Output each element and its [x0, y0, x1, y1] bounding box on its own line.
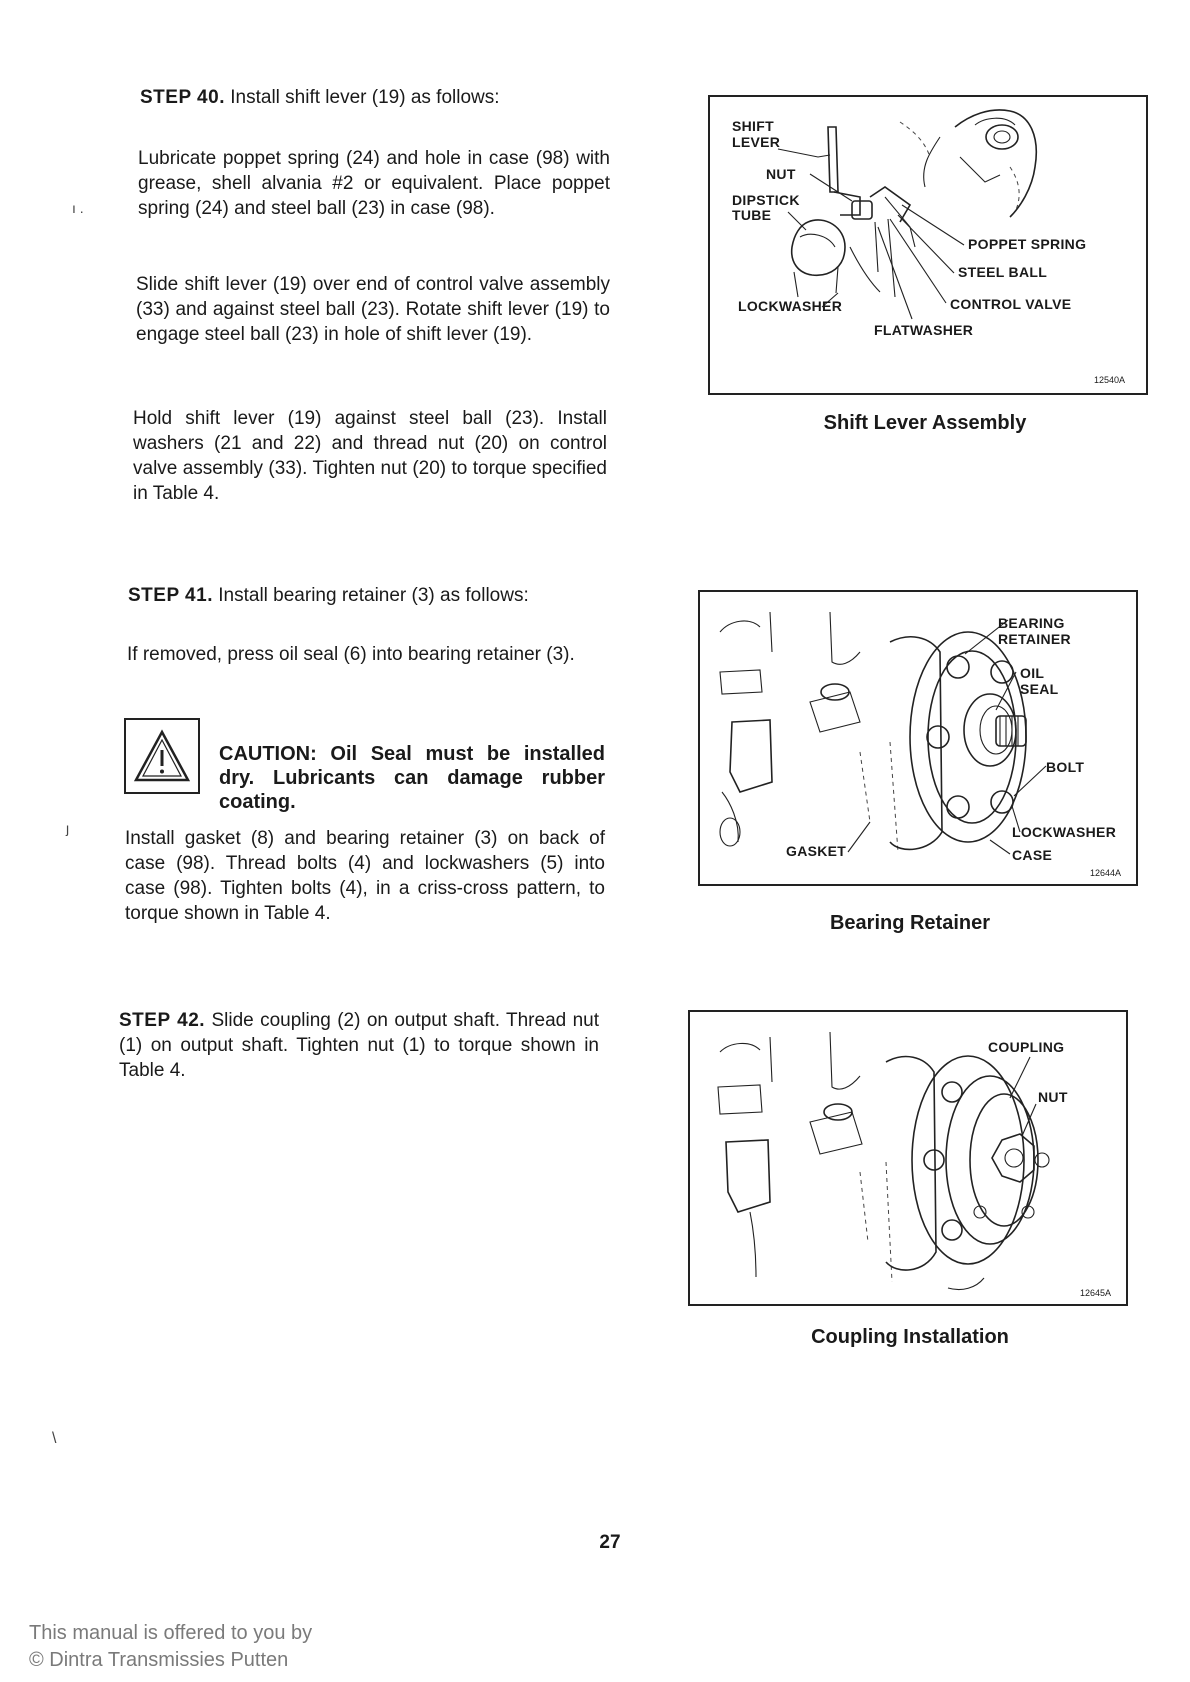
caution-box: [124, 718, 200, 794]
figure-number: 12645A: [1080, 1288, 1112, 1298]
step-42-paragraph: [119, 1008, 599, 1083]
page-number: 27: [599, 1532, 621, 1553]
shift-lever-illustration: [710, 97, 1146, 393]
label-case: CASE: [1012, 847, 1053, 863]
label-poppet-spring: POPPET SPRING: [968, 236, 1087, 252]
label-shift: SHIFT: [732, 118, 774, 134]
label-lever: LEVER: [732, 134, 781, 150]
margin-mark: ı .: [72, 200, 84, 216]
label-bolt: BOLT: [1046, 759, 1085, 775]
caption-coupling: Coupling Installation: [811, 1326, 1009, 1348]
footer-line-2: © Dintra Transmissies Putten: [29, 1649, 289, 1671]
label-nut: NUT: [1038, 1089, 1068, 1105]
step-41-heading: [128, 583, 608, 608]
label-tube: TUBE: [732, 207, 772, 223]
label-retainer: RETAINER: [998, 631, 1071, 647]
step-40-intro: Install shift lever (19) as follows:: [230, 87, 500, 108]
step-40-paragraph-1: Lubricate poppet spring (24) and hole in case (98) with grease, shell alvania #2 or equivalent. Place poppet spring (24) and steel ball (23) in case (98).: [138, 148, 610, 219]
label-steel-ball: STEEL BALL: [958, 264, 1048, 280]
step-41-paragraph-2: Install gasket (8) and bearing retainer (3) on back of case (98). Thread bolts (4) and lockwashers (5) into case (98). Tighten bolts (4), in a criss-cross pattern, to torque shown in Table 4.: [125, 828, 605, 924]
label-control-valve: CONTROL VALVE: [950, 296, 1072, 312]
step-41-paragraph-1: If removed, press oil seal (6) into bearing retainer (3).: [127, 644, 575, 665]
label-seal: SEAL: [1020, 681, 1059, 697]
step-40-paragraph-2: Slide shift lever (19) over end of control valve assembly (33) and against steel ball (23). Rotate shift lever (19) to engage steel ball (23) in hole of shift lever (19).: [136, 274, 610, 345]
bearing-retainer-illustration: [700, 592, 1136, 884]
margin-mark: \: [52, 1430, 57, 1447]
label-nut: NUT: [766, 166, 796, 182]
figure-number: 12644A: [1090, 868, 1122, 878]
label-coupling: COUPLING: [988, 1039, 1065, 1055]
step-41-label: STEP 41.: [128, 585, 213, 606]
margin-mark: ȷ: [66, 820, 70, 836]
step-42-text: Slide coupling (2) on output shaft. Thread nut (1) on output shaft. Tighten nut (1) to torque shown in Table 4.: [119, 1010, 599, 1081]
step-40-paragraph-3: Hold shift lever (19) against steel ball (23). Install washers (21 and 22) and thread nut (20) on control valve assembly (33). Tighten nut (20) to torque specified in Table 4.: [133, 408, 607, 504]
figure-number: 12540A: [1094, 375, 1126, 385]
label-oil: OIL: [1020, 665, 1045, 681]
footer: [29, 1620, 529, 1674]
caption-bearing-retainer: Bearing Retainer: [829, 912, 991, 934]
step-40-label: STEP 40.: [140, 87, 225, 108]
label-flatwasher: FLATWASHER: [874, 322, 974, 338]
label-bearing: BEARING: [998, 615, 1065, 631]
caption-shift-lever: Shift Lever Assembly: [823, 412, 1027, 434]
label-lockwasher: LOCKWASHER: [1012, 824, 1117, 840]
step-40-heading: [140, 85, 620, 110]
coupling-illustration: [690, 1012, 1126, 1304]
footer-line-1: This manual is offered to you by: [29, 1622, 313, 1644]
warning-triangle-icon: [126, 720, 198, 792]
figure-bearing-retainer: [698, 590, 1138, 886]
label-gasket: GASKET: [786, 843, 847, 859]
step-42-label: STEP 42.: [119, 1010, 206, 1031]
step-41-intro: Install bearing retainer (3) as follows:: [218, 585, 529, 606]
figure-shift-lever: [708, 95, 1148, 395]
figure-coupling: [688, 1010, 1128, 1306]
caution-text: CAUTION: Oil Seal must be installed dry. Lubricants can damage rubber coating.: [219, 743, 605, 813]
label-dipstick: DIPSTICK: [732, 192, 800, 208]
label-lockwasher: LOCKWASHER: [738, 298, 843, 314]
